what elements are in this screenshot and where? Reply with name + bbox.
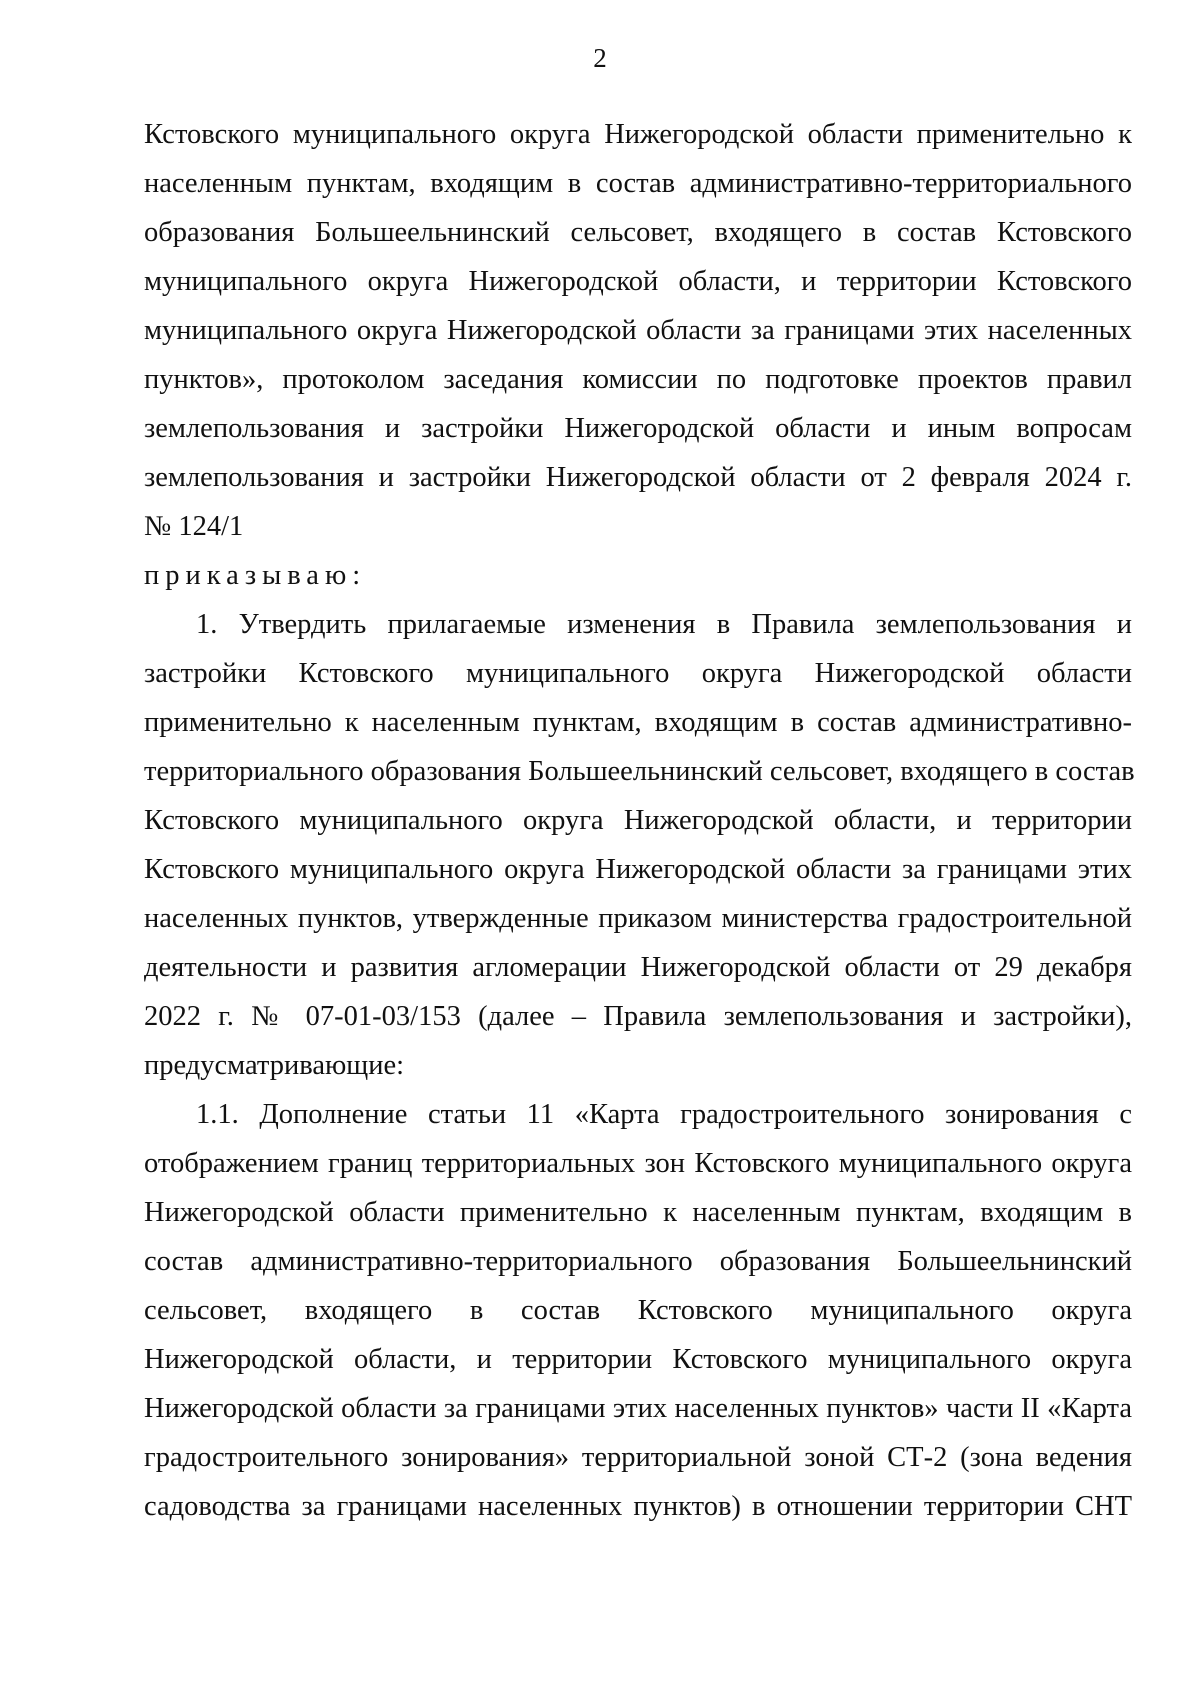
text-line: населенным пунктам, входящим в состав административно-территориального	[144, 168, 1132, 199]
text-line: № 124/1	[144, 511, 244, 542]
text-line: застройки Кстовского муниципального округа Нижегородской области	[144, 658, 1132, 689]
text-line: Кстовского муниципального округа Нижегородской области за границами этих	[144, 854, 1132, 885]
text-line: территориального образования Большеельнинский сельсовет, входящего в состав	[144, 756, 1135, 787]
text-line: сельсовет, входящего в состав Кстовского муниципального округа	[144, 1295, 1132, 1326]
text-line: садоводства за границами населенных пунктов) в отношении территории СНТ	[144, 1491, 1132, 1522]
text-line: Нижегородской области применительно к населенным пунктам, входящим в	[144, 1197, 1132, 1228]
text-line: населенных пунктов, утвержденные приказом министерства градостроительной	[144, 903, 1132, 934]
text-line: отображением границ территориальных зон Кстовского муниципального округа	[144, 1148, 1132, 1179]
text-line: 1.1. Дополнение статьи 11 «Карта градостроительного зонирования с	[196, 1099, 1132, 1130]
text-line: состав административно-территориального образования Большеельнинский	[144, 1246, 1132, 1277]
text-line: Нижегородской области за границами этих населенных пунктов» части II «Карта	[144, 1393, 1132, 1424]
text-line: Нижегородской области, и территории Кстовского муниципального округа	[144, 1344, 1132, 1375]
text-line: градостроительного зонирования» территориальной зоной СТ-2 (зона ведения	[144, 1442, 1132, 1473]
text-line: 2022 г. № 07-01-03/153 (далее – Правила землепользования и застройки),	[144, 1001, 1132, 1032]
text-line: муниципального округа Нижегородской области, и территории Кстовского	[144, 266, 1132, 297]
text-line: образования Большеельнинский сельсовет, входящего в состав Кстовского	[144, 217, 1132, 248]
document-body	[144, 110, 1135, 1531]
text-line: применительно к населенным пунктам, входящим в состав административно-	[144, 707, 1132, 738]
text-line: муниципального округа Нижегородской области за границами этих населенных	[144, 315, 1132, 346]
text-line: 1. Утвердить прилагаемые изменения в Правила землепользования и	[196, 609, 1132, 640]
text-line: приказываю:	[144, 560, 367, 591]
text-line: предусматривающие:	[144, 1050, 405, 1081]
text-line: Кстовского муниципального округа Нижегородской области, и территории	[144, 805, 1132, 836]
text-line: деятельности и развития агломерации Нижегородской области от 29 декабря	[144, 952, 1132, 983]
text-line: Кстовского муниципального округа Нижегородской области применительно к	[144, 119, 1132, 150]
page-number: 2	[593, 43, 607, 73]
text-line: пунктов», протоколом заседания комиссии по подготовке проектов правил	[144, 364, 1132, 395]
text-line: землепользования и застройки Нижегородской области от 2 февраля 2024 г.	[144, 462, 1132, 493]
text-line: землепользования и застройки Нижегородской области и иным вопросам	[144, 413, 1132, 444]
